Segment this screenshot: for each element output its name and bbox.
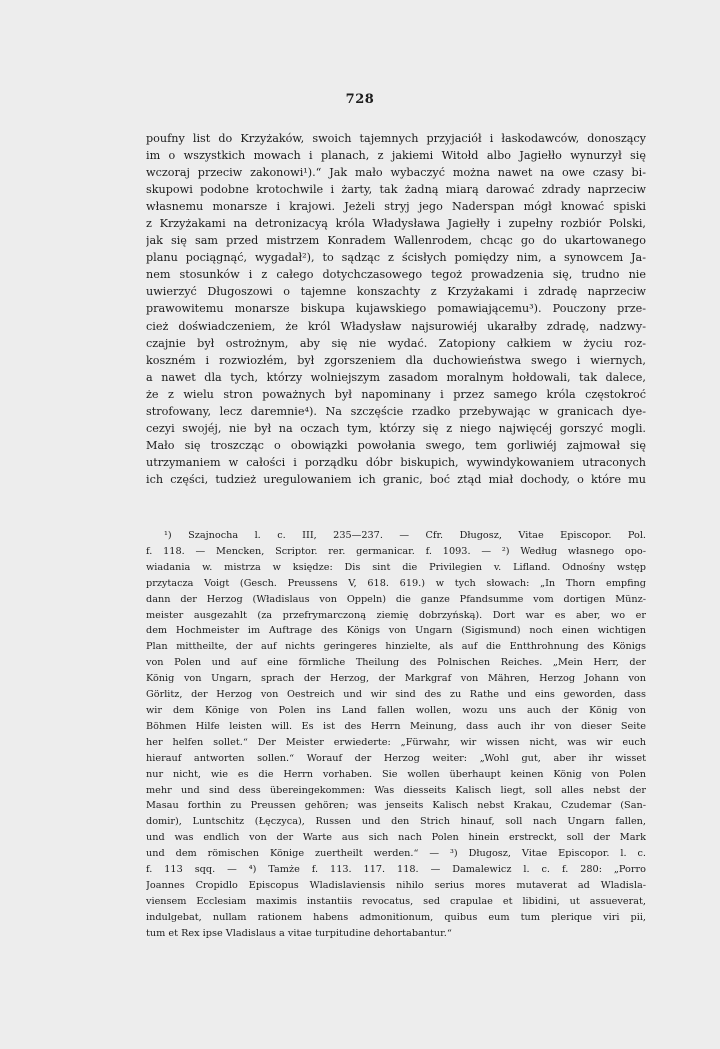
footnote-line: von Polen und auf eine förmliche Theilung des Polnischen Reiches. „Mein Herr, der [146, 657, 646, 669]
footnotes [146, 528, 646, 942]
footnote-line: dem Hochmeister im Auftrage des Königs von Ungarn (Sigismund) noch einen wichtigen [146, 625, 646, 637]
main-text-line: że z wielu stron poważnych był napominany i przez samego króla częstokroć [146, 387, 646, 401]
main-text-line: nem stosunków i z całego dotychczasowego tegoż prowadzenia się, trudno nie [146, 268, 646, 282]
main-text-line: poufny list do Krzyżaków, swoich tajemnych przyjaciół i łaskodawców, donoszący [146, 132, 646, 145]
footnote-line: wiadania w. mistrza w księdze: Dis sint die Privilegien v. Lifland. Odnośny wstęp [146, 561, 646, 573]
main-text-line: planu pociągnąć, wygadał²), to sądząc z ścisłych pomiędzy nim, a synowcem Ja- [146, 251, 646, 265]
main-text-line: cezyi swojéj, nie był na oczach tym, którzy się z niego najwięcéj gorszyć mogli. [146, 421, 646, 435]
footnote-line: meister ausgezahlt (za przefrymarczoną ziemię dobrzyńską). Dort war es aber, wo er [146, 609, 646, 621]
main-text-line: koszném i rozwiozłém, był zgorszeniem dla duchowieństwa swego i wiernych, [146, 353, 646, 367]
main-text-line: utrzymaniem w całości i porządku dóbr biskupich, wywindykowaniem utraconych [146, 455, 646, 469]
footnote-line: przytacza Voigt (Gesch. Preussens V, 618. 619.) w tych słowach: „In Thorn empfing [146, 577, 646, 589]
main-text-line: skupowi podobne krotochwile i żarty, tak żadną miarą darować zdrady naprzeciw [146, 183, 646, 197]
footnote-line: Görlitz, der Herzog von Oestreich und wir sind des zu Rathe und eins geworden, dass [146, 689, 646, 701]
main-text-line: wczoraj przeciw zakonowi¹).“ Jak mało wybaczyć można nawet na owe czasy bi- [146, 166, 646, 180]
main-text-line: z Krzyżakami na detronizacyą króla Władysława Jagiełły i zupełny rozbiór Polski, [146, 217, 646, 231]
footnote-line: f. 118. — Mencken, Scriptor. rer. germanicar. f. 1093. — ²) Według własnego opo- [146, 545, 646, 557]
footnote-line: her helfen sollet.“ Der Meister erwiederte: „Fürwahr, wir wissen nicht, was wir euch [146, 736, 646, 748]
footnote-line: viensem Ecclesiam maximis instantiis revocatus, sed crapulae et libidini, ut assueverat, [146, 895, 646, 907]
footnote-line: wir dem Könige von Polen ins Land fallen wollen, wozu uns auch der König von [146, 704, 646, 716]
footnote-line: Joannes Cropidlo Episcopus Wladislaviensis nihilo serius mores mutaverat ad Wladisla- [146, 879, 646, 891]
footnote-line: indulgebat, nullam rationem habens admonitionum, quibus eum tum plerique viri pii, [146, 911, 646, 923]
main-text-line: własnemu monarsze i krajowi. Jeżeli stryj jego Naderspan mógł knować spiski [146, 200, 646, 214]
main-text-line: Mało się troszcząc o obowiązki powołania swego, tem gorliwiéj zajmował się [146, 438, 646, 452]
main-text-line: uwierzyć Długoszowi o tajemne konszachty z Krzyżakami i zdradę naprzeciw [146, 285, 646, 299]
footnote-line: f. 113 sqq. — ⁴) Tamże f. 113. 117. 118. — Damalewicz l. c. f. 280: „Porro [146, 864, 646, 876]
main-text-line: jak się sam przed mistrzem Konradem Wallenrodem, chcąc go do ukartowanego [146, 234, 646, 248]
main-text-line: cież doświadczeniem, że król Władysław najsurowiéj ukarałby zdradę, nadzwy- [146, 319, 646, 333]
footnote-line: hierauf antworten sollen.“ Worauf der Herzog weiter: „Wohl gut, aber ihr wisset [146, 752, 646, 764]
footnote-line: Plan mittheilte, der auf nichts geringeres hinzielte, als auf die Entthrohnung des Königs [146, 641, 646, 653]
footnote-line: domir), Luntschitz (Łęczyca), Russen und den Strich hinauf, soll nach Ungarn fallen, [146, 816, 646, 828]
footnote-line: König von Ungarn, sprach der Herzog, der Markgraf von Mähren, Herzog Johann von [146, 673, 646, 685]
footnote-line: mehr und sind dess übereingekommen: Was diesseits Kalisch liegt, soll alles nebst der [146, 784, 646, 796]
page-number: 728 [345, 92, 375, 107]
main-text-line: a nawet dla tych, którzy wolniejszym zasadom moralnym hołdowali, tak dalece, [146, 370, 646, 384]
footnote-line: und dem römischen Könige zuertheilt werden.“ — ³) Długosz, Vitae Episcopor. l. c. [146, 848, 646, 860]
main-text-line: czajnie był ostrożnym, aby się nie wydać. Zatopiony całkiem w życiu roz- [146, 336, 646, 350]
footnote-line: Masau forthin zu Preussen gehören; was jenseits Kalisch nebst Krakau, Czudemar (San- [146, 800, 646, 812]
footnote-line: Böhmen Hilfe leisten will. Es ist des Herrn Meinung, dass auch ihr von dieser Seite [146, 720, 646, 732]
main-text-line: ich części, tudzież uregulowaniem ich granic, boć ztąd miał dochody, o które mu [146, 472, 646, 486]
footnote-line: und was endlich von der Warte aus sich nach Polen hinein erstreckt, soll der Mark [146, 832, 646, 844]
footnote-line: nur nicht, wie es die Herrn vorhaben. Sie wollen überhaupt keinen König von Polen [146, 768, 646, 780]
footnote-line: tum et Rex ipse Vladislaus a vitae turpitudine dehortabantur.“ [146, 927, 452, 939]
footnote-line: ¹) Szajnocha l. c. III, 235—237. — Cfr. Długosz, Vitae Episcopor. Pol. [164, 530, 646, 541]
main-text [146, 130, 646, 488]
main-text-line: prawowitemu monarsze biskupa kujawskiego pomawiającemu³). Pouczony prze- [146, 302, 646, 316]
main-text-line: strofowany, lecz daremnie⁴). Na szczęście rzadko przebywając w granicach dye- [146, 404, 646, 418]
main-text-line: im o wszystkich mowach i planach, z jakiemi Witołd albo Jagiełło wynurzył się [146, 149, 646, 163]
footnote-line: dann der Herzog (Władislaus von Oppeln) die ganze Pfandsumme vom dortigen Münz- [146, 593, 646, 605]
